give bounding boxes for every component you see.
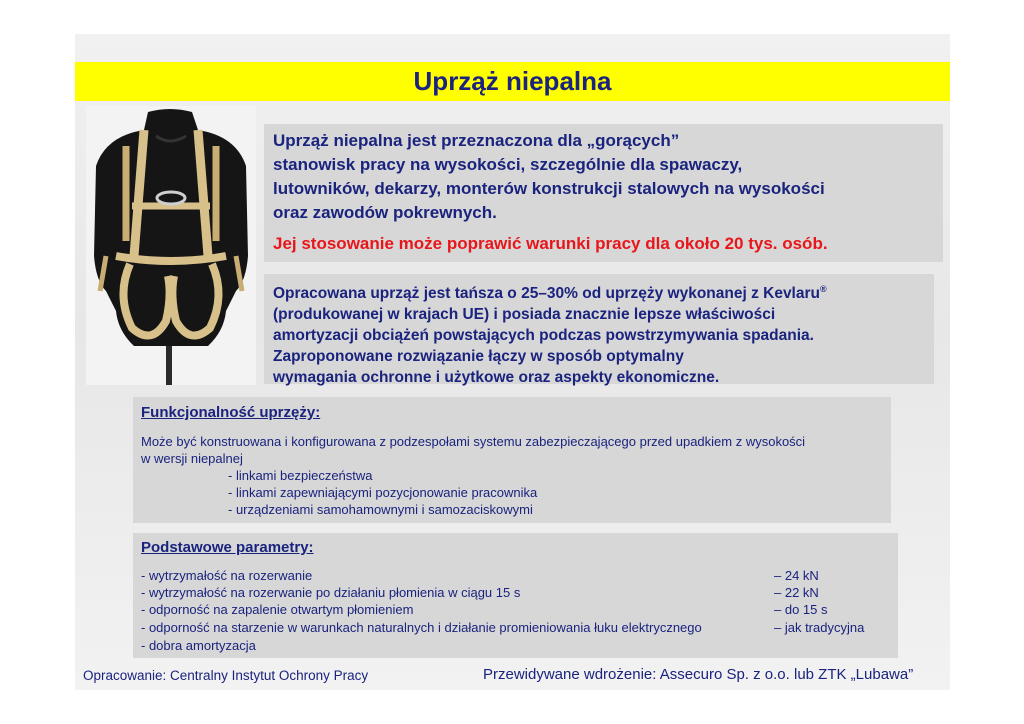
- page-title: Uprząż niepalna: [413, 66, 612, 96]
- parameter-value: – jak tradycyjna: [774, 620, 865, 635]
- footer-implementation: Przewidywane wdrożenie: Assecuro Sp. z o.o. lub ZTK „Lubawa”: [483, 666, 914, 683]
- parameter-value: – do 15 s: [774, 602, 828, 617]
- harness-photo: [86, 106, 256, 385]
- functionality-heading: Funkcjonalność uprzęży:: [141, 404, 321, 421]
- intro-line: Uprząż niepalna jest przeznaczona dla „gorących”: [273, 131, 680, 150]
- parameter-label: - odporność na starzenie w warunkach naturalnych i działanie promieniowania łuku elektrycznego: [141, 620, 702, 635]
- functionality-item: - linkami zapewniającymi pozycjonowanie pracownika: [228, 485, 538, 500]
- description-line: [273, 279, 933, 304]
- title-bar: [75, 62, 950, 101]
- harness-mannequin-icon: [86, 106, 256, 385]
- intro-line: oraz zawodów pokrewnych.: [273, 203, 497, 222]
- parameter-label: - wytrzymałość na rozerwanie po działaniu płomienia w ciągu 15 s: [141, 585, 521, 600]
- parameter-label: - dobra amortyzacja: [141, 638, 256, 653]
- description-line: Zaproponowane rozwiązanie łączy w sposób optymalny: [273, 348, 684, 366]
- functionality-line: w wersji niepalnej: [141, 451, 243, 466]
- parameter-value: – 22 kN: [774, 585, 819, 600]
- functionality-item: - urządzeniami samohamownymi i samozaciskowymi: [228, 502, 533, 517]
- description-text: [273, 279, 933, 388]
- parameter-label: - odporność na zapalenie otwartym płomieniem: [141, 602, 414, 617]
- parameter-value: – 24 kN: [774, 568, 819, 583]
- footer-author: Opracowanie: Centralny Instytut Ochrony Pracy: [83, 668, 369, 683]
- description-line: wymagania ochronne i użytkowe oraz aspekty ekonomiczne.: [273, 369, 720, 387]
- description-line-text: Opracowana uprząż jest tańsza o 25–30% od uprzęży wykonanej z Kevlaru: [273, 285, 820, 303]
- intro-line: stanowisk pracy na wysokości, szczególnie dla spawaczy,: [273, 155, 743, 174]
- intro-line: lutowników, dekarzy, monterów konstrukcji stalowych na wysokości: [273, 179, 825, 198]
- parameter-label: - wytrzymałość na rozerwanie: [141, 568, 313, 583]
- intro-highlight: Jej stosowanie może poprawić warunki pracy dla około 20 tys. osób.: [273, 234, 828, 253]
- registered-mark: ®: [820, 284, 827, 294]
- description-line: (produkowanej w krajach UE) i posiada znacznie lepsze właściwości: [273, 306, 776, 324]
- intro-text: [273, 129, 933, 225]
- description-line: amortyzacji obciążeń powstających podczas powstrzymywania spadania.: [273, 327, 814, 345]
- functionality-item: - linkami bezpieczeństwa: [228, 468, 373, 483]
- functionality-line: Może być konstruowana i konfigurowana z podzespołami systemu zabezpieczającego przed upadkiem z wysokości: [141, 434, 806, 449]
- parameters-heading: Podstawowe parametry:: [141, 539, 314, 556]
